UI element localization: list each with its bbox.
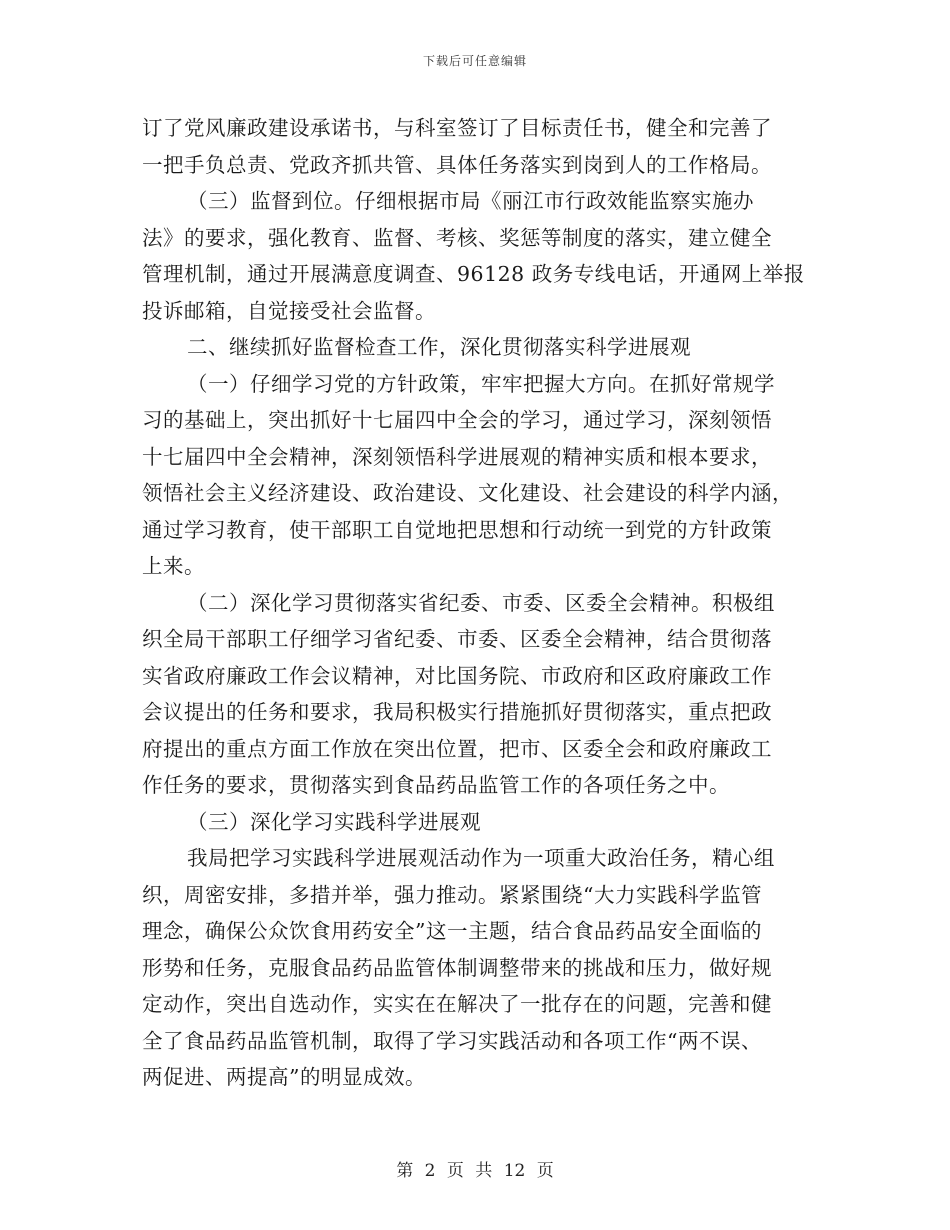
text-line: 管理机制，通过开展满意度调查、96128 政务专线电话，开通网上举报 bbox=[142, 262, 805, 286]
text-line: 织，周密安排，多措并举，强力推动。紧紧围绕“大力实践科学监管 bbox=[142, 882, 762, 907]
text-line: 理念，确保公众饮食用药安全”这一主题，结合食品药品安全面临的 bbox=[142, 919, 762, 943]
text-line: 两促进、两提高”的明显成效。 bbox=[142, 1065, 426, 1089]
text-line: 府提出的重点方面工作放在突出位置，把市、区委全会和政府廉政工 bbox=[142, 736, 772, 761]
text-line: （三）深化学习实践科学进展观 bbox=[187, 809, 481, 834]
text-line: 全了食品药品监管机制，取得了学习实践活动和各项工作“两不误、 bbox=[142, 1028, 762, 1053]
text-line: 织全局干部职工仔细学习省纪委、市委、区委全会精神，结合贯彻落 bbox=[142, 627, 772, 651]
text-line: 法》的要求，强化教育、监督、考核、奖惩等制度的落实，建立健全 bbox=[142, 225, 772, 250]
text-line: 通过学习教育，使干部职工自觉地把思想和行动统一到党的方针政策 bbox=[142, 517, 772, 542]
text-line: 十七届四中全会精神，深刻领悟科学进展观的精神实质和根本要求， bbox=[142, 444, 772, 469]
text-line: 定动作，突出自选动作，实实在在解决了一批存在的问题，完善和健 bbox=[142, 992, 772, 1016]
text-line: 我局把学习实践科学进展观活动作为一项重大政治任务，精心组 bbox=[187, 846, 775, 870]
text-line: 二、继续抓好监督检查工作，深化贯彻落实科学进展观 bbox=[187, 335, 691, 359]
page-header-note: 下载后可任意编辑 bbox=[422, 54, 527, 68]
text-line: 习的基础上，突出抓好十七届四中全会的学习，通过学习，深刻领悟 bbox=[142, 408, 772, 432]
text-line: （一）仔细学习党的方针政策，牢牢把握大方向。在抓好常规学 bbox=[187, 371, 775, 396]
document-body bbox=[142, 110, 812, 1096]
text-line: 上来。 bbox=[142, 554, 205, 578]
text-line: 形势和任务，克服食品药品监管体制调整带来的挑战和压力，做好规 bbox=[142, 955, 772, 980]
text-line: 实省政府廉政工作会议精神，对比国务院、市政府和区政府廉政工作 bbox=[142, 663, 772, 688]
text-line: 会议提出的任务和要求，我局积极实行措施抓好贯彻落实，重点把政 bbox=[142, 700, 772, 724]
text-line: 领悟社会主义经济建设、政治建设、文化建设、社会建设的科学内涵， bbox=[142, 481, 793, 505]
page-number: 第 2 页 共 12 页 bbox=[396, 1161, 554, 1181]
text-line: 投诉邮箱，自觉接受社会监督。 bbox=[142, 298, 436, 323]
text-line: 作任务的要求，贯彻落实到食品药品监管工作的各项任务之中。 bbox=[142, 773, 730, 797]
text-line: （二）深化学习贯彻落实省纪委、市委、区委全会精神。积极组 bbox=[187, 590, 775, 615]
text-line: 一把手负总责、党政齐抓共管、具体任务落实到岗到人的工作格局。 bbox=[142, 152, 772, 177]
text-line: （三）监督到位。仔细根据市局《丽江市行政效能监察实施办 bbox=[187, 189, 754, 213]
text-line: 订了党风廉政建设承诺书，与科室签订了目标责任书，健全和完善了 bbox=[142, 116, 772, 140]
